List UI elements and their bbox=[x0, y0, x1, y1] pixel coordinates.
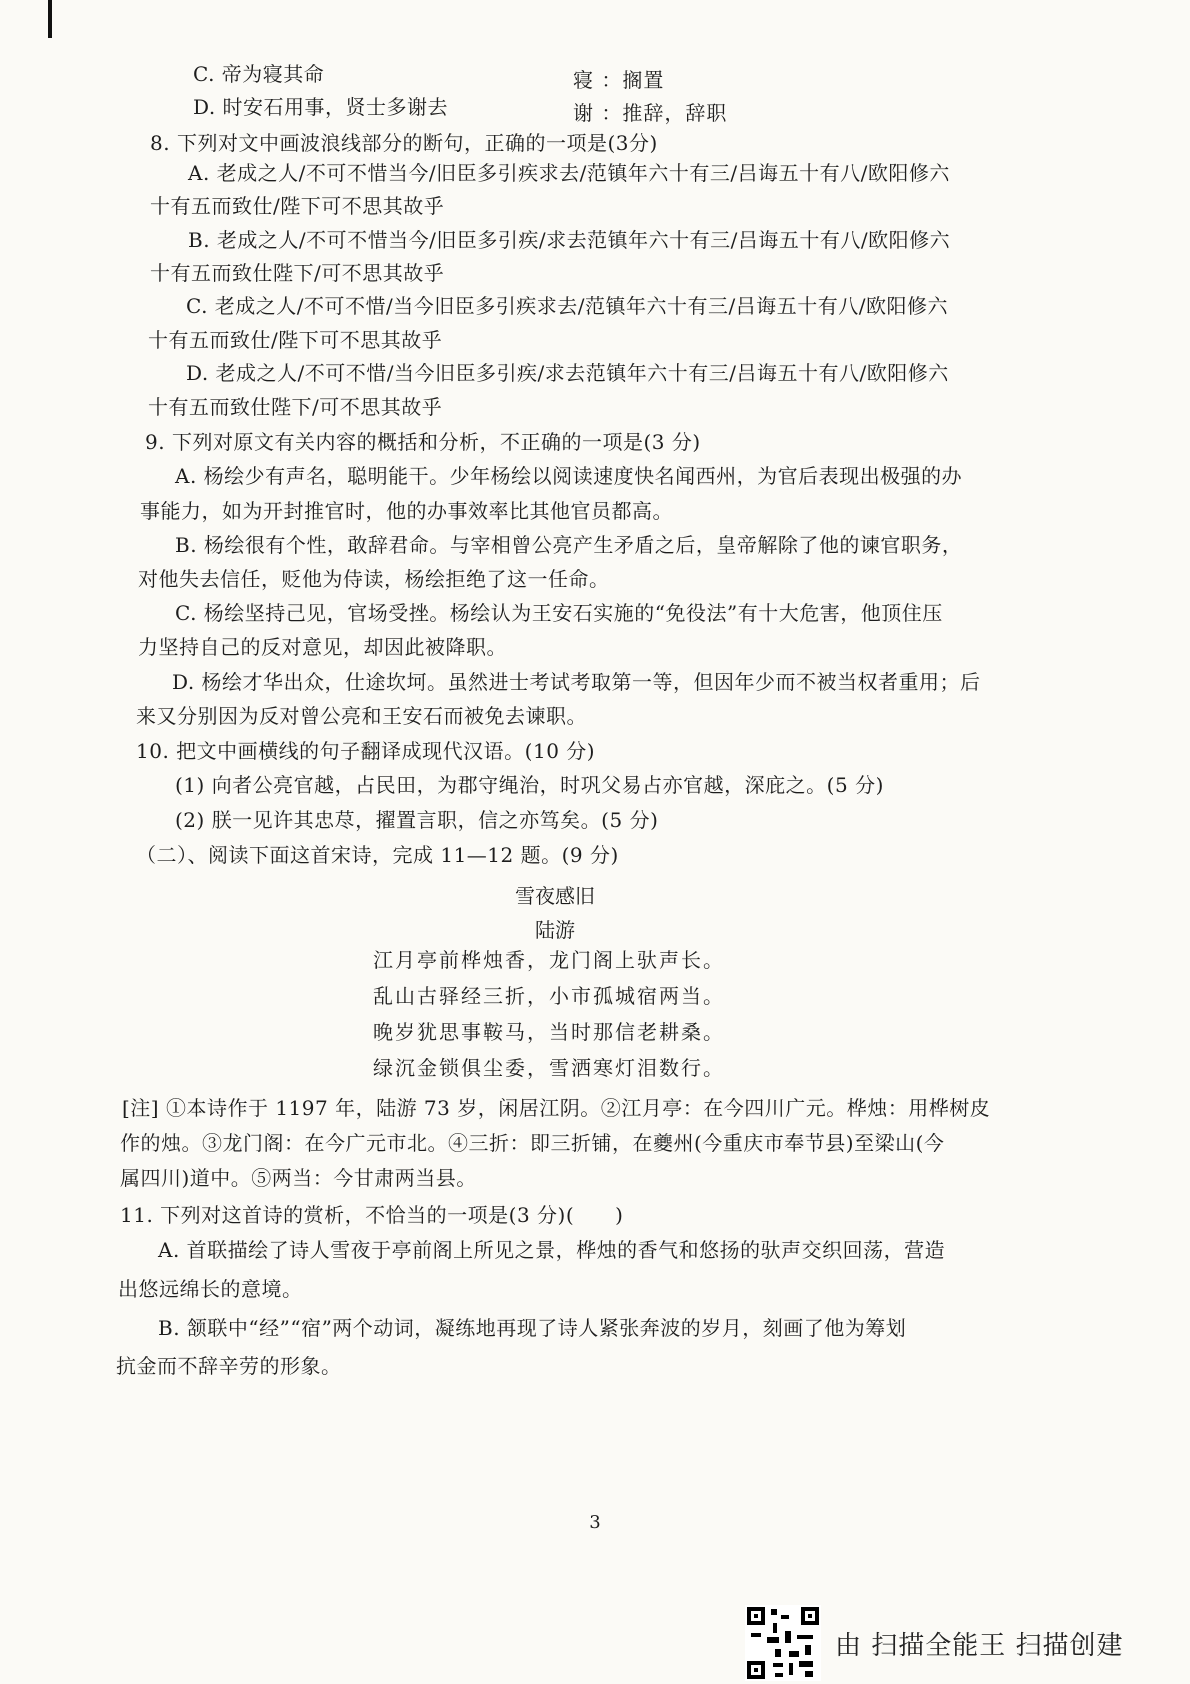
scanner-watermark bbox=[745, 1605, 1124, 1681]
q10-sentence-2: (2) 朕一见许其忠荩，擢置言职，信之亦笃矣。(5 分) bbox=[175, 808, 659, 832]
q10-sentence-1: (1) 向者公亮官越，占民田，为郡守绳治，时巩父易占亦官越，深庇之。(5 分) bbox=[175, 773, 884, 797]
page-number: 3 bbox=[589, 1512, 601, 1533]
poem-note-line3: 属四川)道中。⑤两当：今甘肃两当县。 bbox=[120, 1166, 477, 1190]
q8-option-c-line2: 十有五而致仕/陛下可不思其故乎 bbox=[148, 328, 443, 352]
q8-option-d-line2: 十有五而致仕陛下/可不思其故乎 bbox=[148, 395, 443, 419]
q7-option-c-gloss: 寝 ：搁置 bbox=[573, 68, 665, 92]
q7-option-d: D. 时安石用事，贤士多谢去 bbox=[193, 95, 449, 119]
q10-stem: 10. 把文中画横线的句子翻译成现代汉语。(10 分) bbox=[136, 739, 596, 763]
q8-stem: 8. 下列对文中画波浪线部分的断句，正确的一项是(3分) bbox=[150, 131, 658, 155]
q9-option-b-line2: 对他失去信任，贬他为侍读，杨绘拒绝了这一任命。 bbox=[138, 567, 610, 591]
qr-code-icon bbox=[745, 1605, 821, 1681]
q9-option-b-line1: B. 杨绘很有个性，敢辞君命。与宰相曾公亮产生矛盾之后，皇帝解除了他的谏官职务， bbox=[175, 533, 963, 557]
q9-option-d-line2: 来又分别因为反对曾公亮和王安石而被免去谏职。 bbox=[136, 704, 587, 728]
q9-option-c-line2: 力坚持自己的反对意见，却因此被降职。 bbox=[138, 635, 507, 659]
poem-line-3: 晚岁犹思事鞍马，当时那信老耕桑。 bbox=[373, 1020, 725, 1044]
q8-option-c-line1: C. 老成之人/不可不惜/当今旧臣多引疾求去/范镇年六十有三/吕诲五十有八/欧阳修六 bbox=[186, 294, 948, 318]
q8-option-b-line2: 十有五而致仕陛下/可不思其故乎 bbox=[150, 261, 445, 285]
poem-author: 陆游 bbox=[535, 918, 575, 942]
q9-stem: 9. 下列对原文有关内容的概括和分析，不正确的一项是(3 分) bbox=[145, 430, 701, 454]
poem-line-4: 绿沉金锁俱尘委，雪洒寒灯泪数行。 bbox=[373, 1056, 725, 1080]
q8-option-a-line2: 十有五而致仕/陛下可不思其故乎 bbox=[150, 194, 445, 218]
q11-stem: 11. 下列对这首诗的赏析，不恰当的一项是(3 分)( ) bbox=[120, 1203, 624, 1227]
q9-option-c-line1: C. 杨绘坚持己见，官场受挫。杨绘认为王安石实施的“免役法”有十大危害，他顶住压 bbox=[175, 601, 943, 625]
q9-option-d-line1: D. 杨绘才华出众，仕途坎坷。虽然进士考试考取第一等，但因年少而不被当权者重用；后 bbox=[172, 670, 981, 694]
scan-edge-mark bbox=[48, 0, 52, 38]
q9-option-a-line1: A. 杨绘少有声名，聪明能干。少年杨绘以阅读速度快名闻西州，为官后表现出极强的办 bbox=[175, 464, 963, 488]
q11-option-a-line2: 出悠远绵长的意境。 bbox=[118, 1277, 303, 1301]
poem-line-1: 江月亭前桦烛香，龙门阁上驮声长。 bbox=[373, 948, 725, 972]
q7-option-d-gloss: 谢 ：推辞，辞职 bbox=[573, 101, 728, 125]
q8-option-a-line1: A. 老成之人/不可不惜当今/旧臣多引疾求去/范镇年六十有三/吕诲五十有八/欧阳修六 bbox=[188, 161, 950, 185]
poem-title: 雪夜感旧 bbox=[515, 884, 595, 908]
q11-option-b-line2: 抗金而不辞辛劳的形象。 bbox=[116, 1354, 342, 1378]
q8-option-d-line1: D. 老成之人/不可不惜/当今旧臣多引疾/求去范镇年六十有三/吕诲五十有八/欧阳修六 bbox=[186, 361, 949, 385]
poem-note-line1: [注] ①本诗作于 1197 年，陆游 73 岁，闲居江阴。②江月亭：在今四川广元。桦烛：用桦树皮 bbox=[122, 1096, 991, 1120]
q8-option-b-line1: B. 老成之人/不可不惜当今/旧臣多引疾/求去范镇年六十有三/吕诲五十有八/欧阳修六 bbox=[188, 228, 951, 252]
q9-option-a-line2: 事能力，如为开封推官时，他的办事效率比其他官员都高。 bbox=[140, 499, 673, 523]
q11-option-b-line1: B. 颔联中“经”“宿”两个动词，凝练地再现了诗人紧张奔波的岁月，刻画了他为筹划 bbox=[158, 1316, 907, 1340]
section-2-heading: （二）、阅读下面这首宋诗，完成 11—12 题。(9 分) bbox=[136, 843, 619, 867]
scanner-watermark-text: 由 扫描全能王 扫描创建 bbox=[835, 1630, 1124, 1661]
q11-option-a-line1: A. 首联描绘了诗人雪夜于亭前阁上所见之景，桦烛的香气和悠扬的驮声交织回荡，营造 bbox=[158, 1238, 946, 1262]
q7-option-c: C. 帝为寝其命 bbox=[193, 62, 325, 86]
poem-note-line2: 作的烛。③龙门阁：在今广元市北。④三折：即三折铺，在夔州(今重庆市奉节县)至梁山(今 bbox=[120, 1131, 945, 1155]
poem-line-2: 乱山古驿经三折，小市孤城宿两当。 bbox=[373, 984, 725, 1008]
